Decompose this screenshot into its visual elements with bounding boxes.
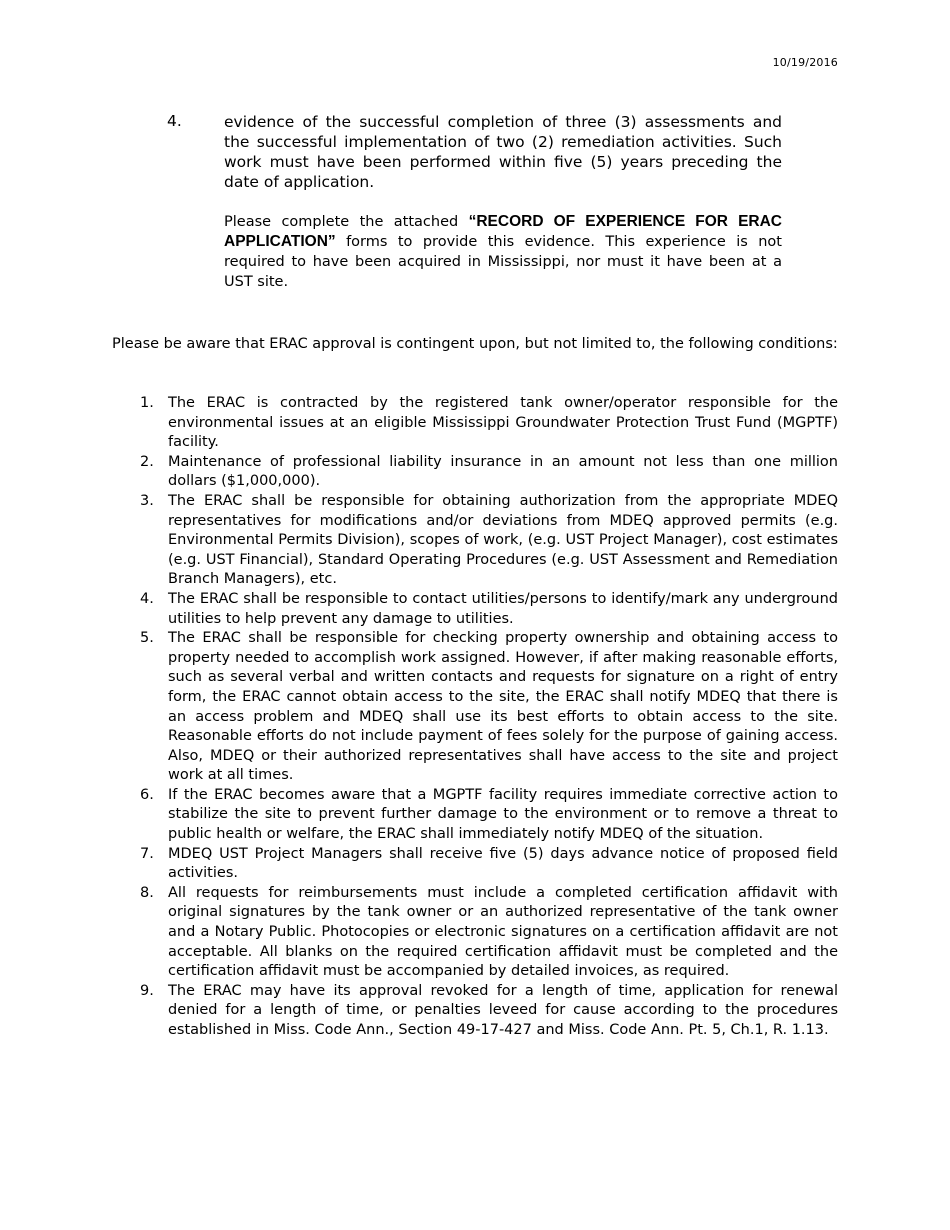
condition-number: 3. bbox=[140, 492, 154, 509]
condition-item bbox=[112, 629, 838, 786]
note-text-after: forms to provide this evidence. This experience is not required to have been acquired in Mississippi, nor must it have been at a UST site. bbox=[224, 234, 782, 290]
condition-text: The ERAC shall be responsible for obtaining authorization from the appropriate MDEQ representatives for modifications and/or deviations from MDEQ approved permits (e.g. Environmental Permits Division), scopes of work, (e.g. UST Project Manager), cost estimates (e.g. UST Financial), Standard Operating Procedures (e.g. UST Assessment and Remediation Branch Managers), etc. bbox=[168, 492, 838, 588]
condition-text: The ERAC shall be responsible for checking property ownership and obtaining access to property needed to accomplish work assigned. However, if after making reasonable efforts, such as several verbal and written contacts and requests for signature on a right of entry form, the ERAC cannot obtain access to the site, the ERAC shall notify MDEQ that there is an access problem and MDEQ shall use its best efforts to obtain access to the site. Reasonable efforts do not include payment of fees solely for the purpose of gaining access. Also, MDEQ or their authorized representatives shall have access to the site and project work at all times. bbox=[168, 630, 838, 784]
note-form-title: “RECORD OF EXPERIENCE FOR ERAC APPLICATION” bbox=[224, 213, 782, 250]
condition-text: The ERAC may have its approval revoked for a length of time, application for renewal denied for a length of time, or penalties leveed for cause according to the procedures established in Miss. Code Ann., Section 49-17-427 and Miss. Code Ann. Pt. 5, Ch.1, R. 1.13. bbox=[168, 982, 838, 1038]
condition-text: If the ERAC becomes aware that a MGPTF facility requires immediate corrective action to stabilize the site to prevent further damage to the environment or to remove a threat to public health or welfare, the ERAC shall immediately notify MDEQ of the situation. bbox=[168, 786, 838, 843]
condition-item bbox=[112, 590, 838, 629]
condition-text: MDEQ UST Project Managers shall receive five (5) days advance notice of proposed field activities. bbox=[168, 845, 838, 882]
condition-text: Maintenance of professional liability insurance in an amount not less than one million dollars ($1,000,000). bbox=[168, 453, 838, 490]
condition-item bbox=[112, 394, 838, 453]
condition-text: The ERAC shall be responsible to contact utilities/persons to identify/mark any underground utilities to help prevent any damage to utilities. bbox=[168, 590, 838, 627]
condition-item bbox=[112, 884, 838, 982]
requirement-number: 4. bbox=[167, 112, 182, 130]
condition-item bbox=[112, 845, 838, 884]
condition-item bbox=[112, 453, 838, 492]
condition-text: The ERAC is contracted by the registered tank owner/operator responsible for the environmental issues at an eligible Mississippi Groundwater Protection Trust Fund (MGPTF) facility. bbox=[168, 395, 838, 451]
condition-number: 7. bbox=[140, 845, 154, 862]
note-text-before: Please complete the attached bbox=[224, 214, 469, 230]
condition-item bbox=[112, 786, 838, 845]
condition-number: 6. bbox=[140, 786, 154, 803]
condition-number: 4. bbox=[140, 590, 154, 607]
condition-number: 5. bbox=[140, 630, 154, 647]
condition-item bbox=[112, 492, 838, 590]
condition-number: 2. bbox=[140, 453, 154, 470]
condition-number: 9. bbox=[140, 982, 154, 999]
conditions-intro: Please be aware that ERAC approval is contingent upon, but not limited to, the following conditions: bbox=[112, 336, 838, 352]
condition-text: All requests for reimbursements must include a completed certification affidavit with original signatures by the tank owner or an authorized representative of the tank owner and a Notary Public. Photocopies or electronic signatures on a certification affidavit are not acceptable. All blanks on the required certification affidavit must be completed and the certification affidavit must be accompanied by detailed invoices, as required. bbox=[168, 884, 838, 980]
page-date: 10/19/2016 bbox=[772, 56, 838, 69]
condition-number: 1. bbox=[140, 395, 154, 411]
condition-number: 8. bbox=[140, 884, 154, 901]
condition-item bbox=[112, 982, 838, 1041]
requirement-note bbox=[224, 212, 782, 292]
requirement-text: evidence of the successful completion of three (3) assessments and the successful implementation of two (2) remediation activities. Such work must have been performed within five (5) years preceding the date of application. bbox=[224, 113, 782, 191]
requirement-item bbox=[167, 112, 782, 292]
conditions-list bbox=[112, 394, 838, 1041]
